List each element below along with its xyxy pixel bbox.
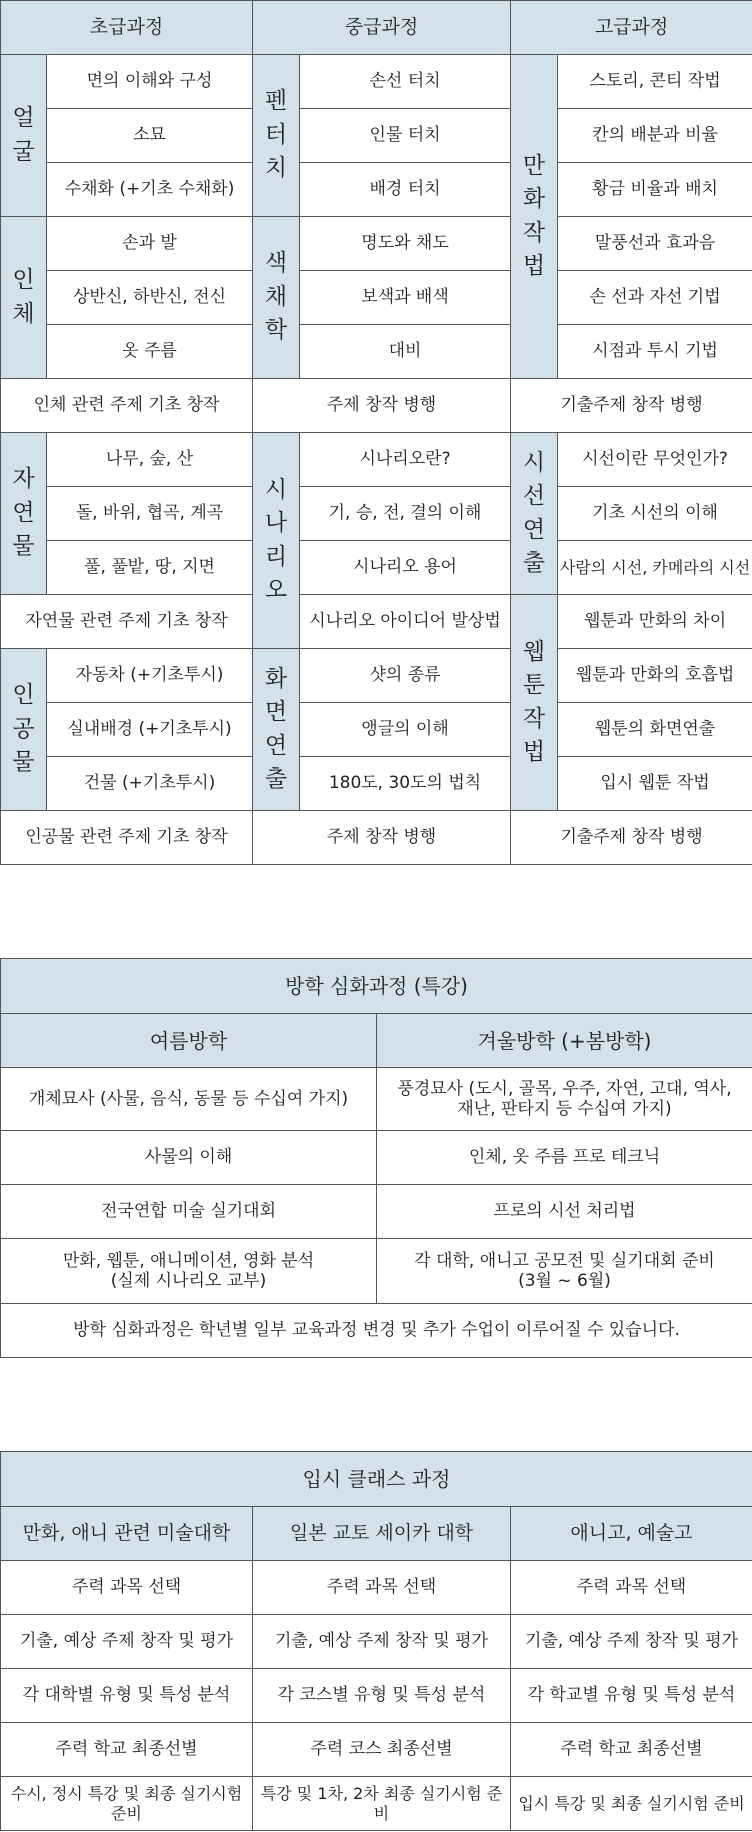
gaze-label xyxy=(511,433,558,595)
entrance-cell: 입시 특강 및 최종 실기시험 준비 xyxy=(511,1777,752,1831)
curriculum-header-row xyxy=(1,1,752,55)
winter-item: 프로의 시선 처리법 xyxy=(377,1185,752,1239)
entrance-title: 입시 클래스 과정 xyxy=(1,1452,752,1507)
manga-item: 황금 비율과 배치 xyxy=(558,163,752,217)
color-item: 보색과 배색 xyxy=(300,271,511,325)
face-label xyxy=(1,55,47,217)
side-label-char: 작 xyxy=(522,219,546,246)
nature-item: 돌, 바위, 협곡, 계곡 xyxy=(47,487,253,541)
entrance-header: 애니고, 예술고 xyxy=(511,1507,752,1561)
side-label-char: 화 xyxy=(522,186,546,213)
body-note: 인체 관련 주제 기초 창작 xyxy=(1,379,253,433)
artificial-note: 인공물 관련 주제 기초 창작 xyxy=(1,811,253,865)
beginner-header: 초급과정 xyxy=(1,1,253,55)
body-item: 상반신, 하반신, 전신 xyxy=(47,271,253,325)
manga-label xyxy=(511,55,558,379)
side-label-char: 웹 xyxy=(522,638,546,665)
artificial-item: 자동차 (+기초투시) xyxy=(47,649,253,703)
entrance-header: 일본 교토 세이카 대학 xyxy=(253,1507,511,1561)
gaze-item: 시선이란 무엇인가? xyxy=(558,433,752,487)
advanced-note-1: 기출주제 창작 병행 xyxy=(511,379,752,433)
body-label xyxy=(1,217,47,379)
webtoon-label xyxy=(511,595,558,811)
pen-touch-item: 배경 터치 xyxy=(300,163,511,217)
color-item: 대비 xyxy=(300,325,511,379)
face-item: 소묘 xyxy=(47,109,253,163)
vacation-table xyxy=(0,958,752,1358)
color-item: 명도와 채도 xyxy=(300,217,511,271)
intermediate-note-1: 주제 창작 병행 xyxy=(253,379,511,433)
face-item: 면의 이해와 구성 xyxy=(47,55,253,109)
body-item: 손과 발 xyxy=(47,217,253,271)
summer-item: 개체묘사 (사물, 음식, 동물 등 수십여 가지) xyxy=(1,1068,377,1131)
side-label-char: 연 xyxy=(264,732,288,759)
entrance-cell: 각 학교별 유형 및 특성 분석 xyxy=(511,1669,752,1723)
body-item: 옷 주름 xyxy=(47,325,253,379)
entrance-cell: 주력 코스 최종선별 xyxy=(253,1723,511,1777)
side-label-char: 체 xyxy=(12,300,35,327)
side-label-char: 공 xyxy=(12,715,35,742)
summer-header: 여름방학 xyxy=(1,1014,377,1068)
side-label-char: 연 xyxy=(12,499,35,526)
entrance-cell: 주력 과목 선택 xyxy=(511,1561,752,1615)
side-label-char: 만 xyxy=(522,152,546,179)
side-label-char: 툰 xyxy=(522,672,546,699)
scenario-item: 기, 승, 전, 결의 이해 xyxy=(300,487,511,541)
side-label-char: 연 xyxy=(522,516,546,543)
entrance-cell: 특강 및 1차, 2차 최종 실기시험 준비 xyxy=(253,1777,511,1831)
manga-item: 칸의 배분과 비율 xyxy=(558,109,752,163)
scenario-item: 시나리오 용어 xyxy=(300,541,511,595)
side-label-char: 출 xyxy=(264,765,288,792)
artificial-item: 건물 (+기초투시) xyxy=(47,757,253,811)
curriculum-table xyxy=(0,0,752,865)
pen-touch-item: 인물 터치 xyxy=(300,109,511,163)
scenario-label xyxy=(253,433,300,649)
webtoon-item: 웹툰과 만화의 차이 xyxy=(558,595,752,649)
side-label-char: 학 xyxy=(264,317,288,344)
side-label-char: 출 xyxy=(522,549,546,576)
side-label-char: 채 xyxy=(264,283,288,310)
directing-item: 앵글의 이해 xyxy=(300,703,511,757)
face-item: 수채화 (+기초 수채화) xyxy=(47,163,253,217)
entrance-cell: 주력 과목 선택 xyxy=(1,1561,253,1615)
entrance-cell: 기출, 예상 주제 창작 및 평가 xyxy=(253,1615,511,1669)
scenario-item: 시나리오란? xyxy=(300,433,511,487)
gaze-item: 사람의 시선, 카메라의 시선 xyxy=(558,541,752,595)
entrance-cell: 각 대학별 유형 및 특성 분석 xyxy=(1,1669,253,1723)
nature-label xyxy=(1,433,47,595)
directing-item: 샷의 종류 xyxy=(300,649,511,703)
side-label-char: 얼 xyxy=(12,105,35,132)
pen-touch-label xyxy=(253,55,300,217)
nature-item: 나무, 숲, 산 xyxy=(47,433,253,487)
side-label-char: 오 xyxy=(264,576,288,603)
side-label-char: 선 xyxy=(522,483,546,510)
artificial-label xyxy=(1,649,47,811)
vacation-title: 방학 심화과정 (특강) xyxy=(1,959,752,1014)
side-label-char: 굴 xyxy=(12,138,35,165)
gaze-item: 기초 시선의 이해 xyxy=(558,487,752,541)
entrance-cell: 각 코스별 유형 및 특성 분석 xyxy=(253,1669,511,1723)
winter-header: 겨울방학 (+봄방학) xyxy=(377,1014,752,1068)
side-label-char: 터 xyxy=(264,121,288,148)
side-label-char: 자 xyxy=(12,466,35,493)
side-label-char: 물 xyxy=(12,749,35,776)
summer-item: 전국연합 미술 실기대회 xyxy=(1,1185,377,1239)
webtoon-item: 웹툰과 만화의 호흡법 xyxy=(558,649,752,703)
vacation-note: 방학 심화과정은 학년별 일부 교육과정 변경 및 추가 수업이 이루어질 수 있습니다. xyxy=(1,1304,752,1358)
nature-item: 풀, 풀밭, 땅, 지면 xyxy=(47,541,253,595)
directing-label xyxy=(253,649,300,811)
side-label-char: 인 xyxy=(12,682,35,709)
entrance-cell: 주력 과목 선택 xyxy=(253,1561,511,1615)
manga-item: 시점과 투시 기법 xyxy=(558,325,752,379)
entrance-table xyxy=(0,1451,752,1831)
intermediate-header: 중급과정 xyxy=(253,1,511,55)
scenario-item: 시나리오 아이디어 발상법 xyxy=(300,595,511,649)
side-label-char: 면 xyxy=(264,699,288,726)
side-label-char: 인 xyxy=(12,267,35,294)
side-label-char: 색 xyxy=(264,250,288,277)
side-label-char: 법 xyxy=(522,738,546,765)
manga-item: 손 선과 자선 기법 xyxy=(558,271,752,325)
webtoon-item: 웹툰의 화면연출 xyxy=(558,703,752,757)
winter-item: 각 대학, 애니고 공모전 및 실기대회 준비 (3월 ~ 6월) xyxy=(377,1239,752,1304)
color-label xyxy=(253,217,300,379)
side-label-char: 작 xyxy=(522,705,546,732)
entrance-cell: 주력 학교 최종선별 xyxy=(511,1723,752,1777)
entrance-cell: 기출, 예상 주제 창작 및 평가 xyxy=(1,1615,253,1669)
side-label-char: 나 xyxy=(264,510,288,537)
manga-item: 말풍선과 효과음 xyxy=(558,217,752,271)
side-label-char: 리 xyxy=(264,543,288,570)
side-label-char: 시 xyxy=(522,449,546,476)
summer-item: 만화, 웹툰, 애니메이션, 영화 분석 (실제 시나리오 교부) xyxy=(1,1239,377,1304)
entrance-cell: 수시, 정시 특강 및 최종 실기시험 준비 xyxy=(1,1777,253,1831)
pen-touch-item: 손선 터치 xyxy=(300,55,511,109)
artificial-item: 실내배경 (+기초투시) xyxy=(47,703,253,757)
side-label-char: 물 xyxy=(12,533,35,560)
entrance-cell: 기출, 예상 주제 창작 및 평가 xyxy=(511,1615,752,1669)
winter-item: 풍경묘사 (도시, 골목, 우주, 자연, 고대, 역사, 재난, 판타지 등 수십여 가지) xyxy=(377,1068,752,1131)
directing-item: 180도, 30도의 법칙 xyxy=(300,757,511,811)
webtoon-item: 입시 웹툰 작법 xyxy=(558,757,752,811)
side-label-char: 화 xyxy=(264,665,288,692)
winter-item: 인체, 옷 주름 프로 테크닉 xyxy=(377,1131,752,1185)
side-label-char: 법 xyxy=(522,252,546,279)
summer-item: 사물의 이해 xyxy=(1,1131,377,1185)
advanced-header: 고급과정 xyxy=(511,1,752,55)
side-label-char: 시 xyxy=(264,476,288,503)
manga-item: 스토리, 콘티 작법 xyxy=(558,55,752,109)
nature-note: 자연물 관련 주제 기초 창작 xyxy=(1,595,253,649)
side-label-char: 치 xyxy=(264,155,288,182)
intermediate-note-2: 주제 창작 병행 xyxy=(253,811,511,865)
entrance-cell: 주력 학교 최종선별 xyxy=(1,1723,253,1777)
side-label-char: 펜 xyxy=(264,88,288,115)
advanced-note-2: 기출주제 창작 병행 xyxy=(511,811,752,865)
entrance-header: 만화, 애니 관련 미술대학 xyxy=(1,1507,253,1561)
